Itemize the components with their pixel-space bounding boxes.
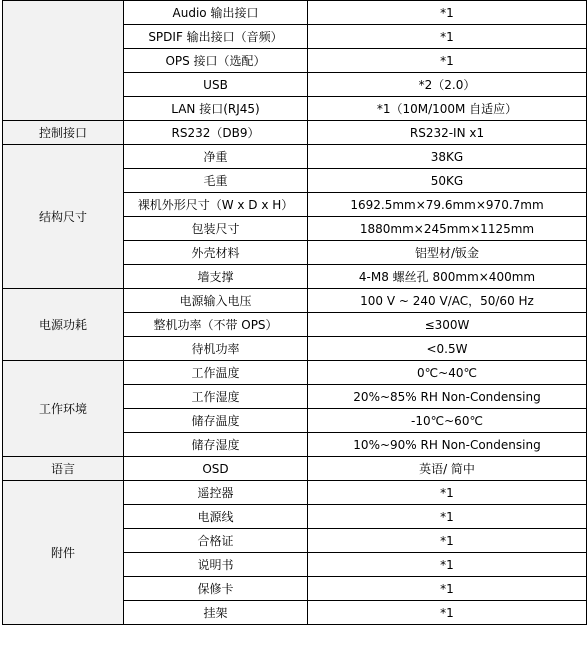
value-cell: 铝型材/钣金 [308,241,587,265]
value-cell: 50KG [308,169,587,193]
item-cell: Audio 输出接口 [124,1,308,25]
value-cell: *1 [308,553,587,577]
value-cell: RS232-IN x1 [308,121,587,145]
value-cell: 38KG [308,145,587,169]
value-cell: 1692.5mm×79.6mm×970.7mm [308,193,587,217]
item-cell: 净重 [124,145,308,169]
value-cell: 10%~90% RH Non-Condensing [308,433,587,457]
item-cell: 裸机外形尺寸（W x D x H） [124,193,308,217]
value-cell: 4-M8 螺丝孔 800mm×400mm [308,265,587,289]
value-cell: 100 V ~ 240 V/AC，50/60 Hz [308,289,587,313]
value-cell: *1 [308,1,587,25]
item-cell: 外壳材料 [124,241,308,265]
category-cell-language: 语言 [3,457,124,481]
item-cell: 整机功率（不带 OPS） [124,313,308,337]
category-cell-power: 电源功耗 [3,289,124,361]
category-cell-accessories: 附件 [3,481,124,625]
item-cell: 电源线 [124,505,308,529]
item-cell: OPS 接口（选配） [124,49,308,73]
value-cell: -10℃~60℃ [308,409,587,433]
spec-table-body [3,1,587,625]
table-row [3,457,587,481]
category-cell-control: 控制接口 [3,121,124,145]
value-cell: *2（2.0） [308,73,587,97]
table-row [3,289,587,313]
item-cell: 挂架 [124,601,308,625]
category-cell-interfaces [3,1,124,121]
value-cell: *1 [308,49,587,73]
table-row [3,145,587,169]
item-cell: 合格证 [124,529,308,553]
item-cell: 电源输入电压 [124,289,308,313]
table-row [3,361,587,385]
value-cell: 20%~85% RH Non-Condensing [308,385,587,409]
table-row [3,1,587,25]
item-cell: 储存温度 [124,409,308,433]
item-cell: 工作温度 [124,361,308,385]
value-cell: *1 [308,577,587,601]
item-cell: 包装尺寸 [124,217,308,241]
value-cell: 英语/ 简中 [308,457,587,481]
table-row [3,481,587,505]
category-cell-environment: 工作环境 [3,361,124,457]
item-cell: LAN 接口(RJ45) [124,97,308,121]
value-cell: ≤300W [308,313,587,337]
value-cell: *1 [308,25,587,49]
item-cell: USB [124,73,308,97]
item-cell: RS232（DB9） [124,121,308,145]
item-cell: 工作湿度 [124,385,308,409]
item-cell: SPDIF 输出接口（音频） [124,25,308,49]
item-cell: 墙支撑 [124,265,308,289]
value-cell: 1880mm×245mm×1125mm [308,217,587,241]
item-cell: 保修卡 [124,577,308,601]
value-cell: 0℃~40℃ [308,361,587,385]
value-cell: *1 [308,529,587,553]
item-cell: 遥控器 [124,481,308,505]
item-cell: OSD [124,457,308,481]
item-cell: 待机功率 [124,337,308,361]
item-cell: 储存湿度 [124,433,308,457]
item-cell: 毛重 [124,169,308,193]
table-row [3,121,587,145]
spec-table [2,0,587,625]
value-cell: *1 [308,505,587,529]
value-cell: *1 [308,481,587,505]
value-cell: <0.5W [308,337,587,361]
value-cell: *1 [308,601,587,625]
value-cell: *1（10M/100M 自适应） [308,97,587,121]
item-cell: 说明书 [124,553,308,577]
category-cell-structure: 结构尺寸 [3,145,124,289]
